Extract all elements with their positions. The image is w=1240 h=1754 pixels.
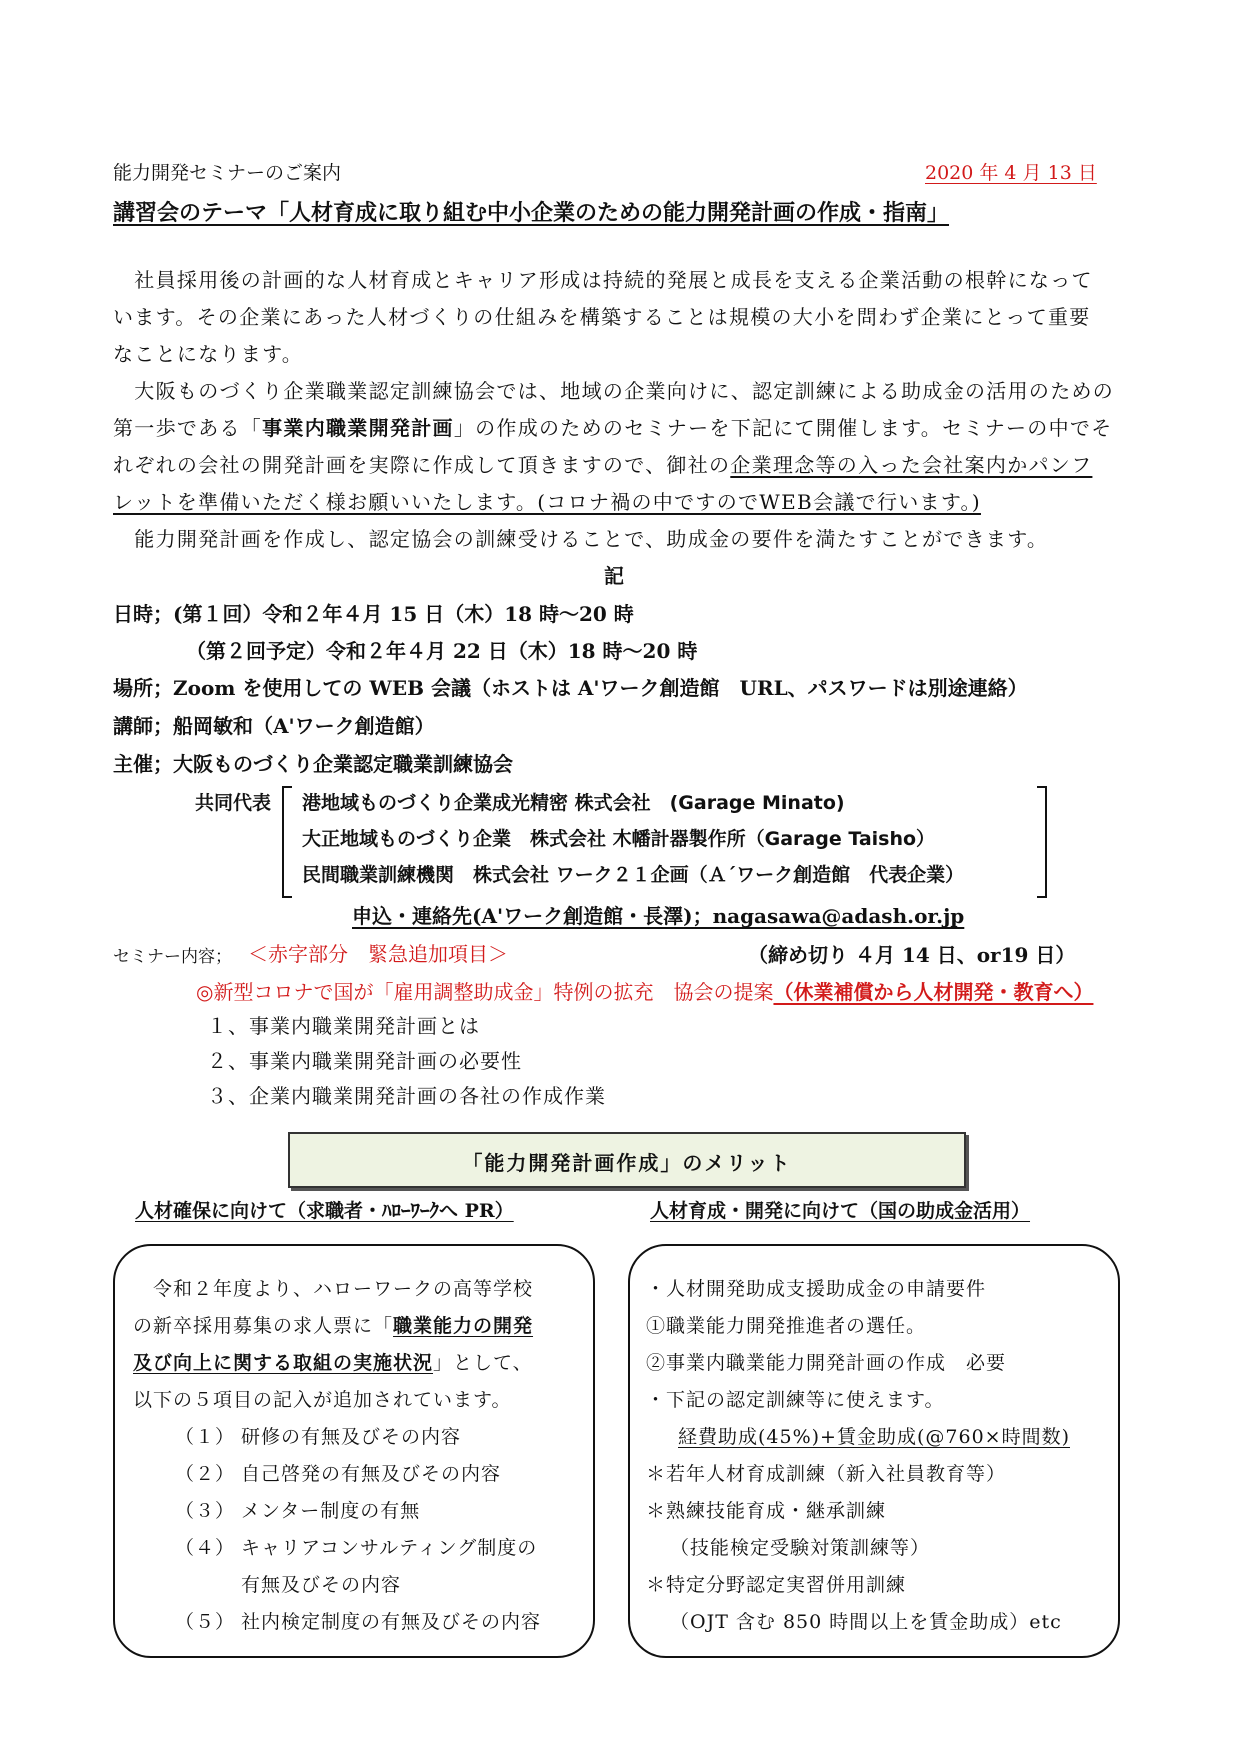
highlight-keyword: 事業内職業開発計画 (262, 416, 454, 440)
organizer: 主催；大阪ものづくり企業認定職業訓練協会 (113, 752, 513, 776)
intro-line: レットを準備いただく様お願いいたします。(コロナ禍の中ですのでWEB会議で行います。) (113, 490, 981, 514)
right-box-line: ＊特定分野認定実習併用訓練 (646, 1574, 907, 1596)
co-representative-1: 港地域ものづくり企業成光精密 株式会社 (Garage Minato) (302, 792, 845, 814)
intro-line: 社員採用後の計画的な人材育成とキャリア形成は持続的発展と成長を支える企業活動の根幹になって (113, 268, 1093, 292)
document-date: 2020 年 4 月 13 日 (925, 162, 1097, 184)
corona-note: ◎新型コロナで国が「雇用調整助成金」特例の拡充 協会の提案（休業補償から人材開発・教育へ） (196, 980, 1094, 1004)
left-box-line: 及び向上に関する取組の実施状況」として、 (133, 1352, 533, 1374)
left-item-text: 社内検定制度の有無及びその内容 (241, 1611, 542, 1633)
right-heading: 人材育成・開発に向けて（国の助成金活用） (650, 1200, 1031, 1222)
co-representative-3: 民間職業訓練機関 株式会社 ワーク２１企画（Ａ´ワーク創造館 代表企業） (302, 864, 965, 886)
left-item-text: メンター制度の有無 (241, 1500, 421, 1522)
deadline: （締め切り ４月 14 日、or19 日） (748, 943, 1076, 967)
left-item-number: （１） (175, 1426, 236, 1448)
right-box-line: ①職業能力開発推進者の選任。 (646, 1315, 927, 1337)
right-box-line: ②事業内職業能力開発計画の作成 必要 (646, 1352, 1007, 1374)
seminar-item: １、事業内職業開発計画とは (207, 1014, 480, 1038)
left-box-line: 令和２年度より、ハローワークの高等学校 (133, 1278, 534, 1300)
intro-line: なことになります。 (113, 342, 304, 366)
page-title: 講習会のテーマ「人材育成に取り組む中小企業のための能力開発計画の作成・指南」 (113, 200, 950, 226)
left-box-line: 以下の５項目の記入が追加されています。 (133, 1389, 512, 1411)
right-box-line: （OJT 含む 850 時間以上を賃金助成）etc (670, 1611, 1062, 1633)
left-item-number: （３） (175, 1500, 236, 1522)
date-first: 日時；(第１回）令和２年４月 15 日（木）18 時～20 時 (113, 602, 634, 626)
right-box-line: ・人材開発助成支援助成金の申請要件 (646, 1278, 987, 1300)
merit-title-box (288, 1132, 966, 1188)
lecturer: 講師；船岡敏和（A'ワーク創造館） (113, 714, 435, 738)
left-item-number: （５） (175, 1611, 236, 1633)
left-item-text: キャリアコンサルティング制度の (241, 1537, 538, 1559)
seminar-item: ２、事業内職業開発計画の必要性 (207, 1049, 522, 1073)
ki-heading: 記 (604, 564, 624, 588)
right-box-line: （技能検定受験対策訓練等） (670, 1537, 931, 1559)
right-box-line: 経費助成(45%)+賃金助成(@760×時間数) (678, 1426, 1070, 1448)
left-heading: 人材確保に向けて（求職者・ﾊﾛｰﾜｰｸへ PR） (135, 1200, 514, 1222)
bracket-right (1037, 786, 1047, 898)
corona-proposal: （休業補償から人材開発・教育へ） (773, 980, 1094, 1004)
intro-line: います。その企業にあった人材づくりの仕組みを構築することは規模の大小を問わず企業にとって重要 (113, 305, 1091, 329)
date-second: （第２回予定）令和２年４月 22 日（木）18 時～20 時 (186, 639, 698, 663)
left-box-line: の新卒採用募集の求人票に「職業能力の開発 (133, 1315, 534, 1337)
right-box-line: ・下記の認定訓練等に使えます。 (646, 1389, 945, 1411)
red-note: ＜赤字部分 緊急追加項目＞ (248, 942, 508, 966)
left-item-number: （４） (175, 1537, 236, 1559)
intro-line: 第一歩である「事業内職業開発計画」の作成のためのセミナーを下記にて開催します。セミナーの中でそ (113, 416, 1113, 440)
left-merit-box (113, 1244, 595, 1658)
bracket-left (282, 786, 292, 898)
left-item-text: 有無及びその内容 (241, 1574, 402, 1596)
co-representative-2: 大正地域ものづくり企業 株式会社 木幡計器製作所（Garage Taisho） (302, 828, 936, 850)
underlined-request: 企業理念等の入った会社案内かパンフ (730, 453, 1093, 477)
left-item-number: （２） (175, 1463, 236, 1485)
contact: 申込・連絡先(A'ワーク創造館・長澤)；nagasawa@adash.or.jp (352, 904, 965, 928)
document-type: 能力開発セミナーのご案内 (113, 162, 342, 184)
right-merit-box (628, 1244, 1120, 1658)
seminar-item: ３、企業内職業開発計画の各社の作成作業 (207, 1084, 606, 1108)
intro-line: れぞれの会社の開発計画を実際に作成して頂きますので、御社の企業理念等の入った会社案内かパンフ (113, 453, 1093, 477)
left-item-text: 自己啓発の有無及びその内容 (241, 1463, 502, 1485)
right-box-line: ＊若年人材育成訓練（新入社員教育等） (646, 1463, 1007, 1485)
seminar-label: セミナー内容； (113, 947, 232, 967)
place: 場所；Zoom を使用しての WEB 会議（ホストは A'ワーク創造館 URL、パスワードは別途連絡） (113, 676, 1028, 700)
intro-line: 能力開発計画を作成し、認定協会の訓練受けることで、助成金の要件を満たすことができます。 (113, 527, 1049, 551)
left-item-text: 研修の有無及びその内容 (241, 1426, 462, 1448)
intro-line: 大阪ものづくり企業職業認定訓練協会では、地域の企業向けに、認定訓練による助成金の活用のための (113, 379, 1115, 403)
right-box-line: ＊熟練技能育成・継承訓練 (646, 1500, 887, 1522)
merit-title: 「能力開発計画作成」のメリット (462, 1151, 792, 1175)
co-representative-label: 共同代表 (195, 792, 272, 814)
